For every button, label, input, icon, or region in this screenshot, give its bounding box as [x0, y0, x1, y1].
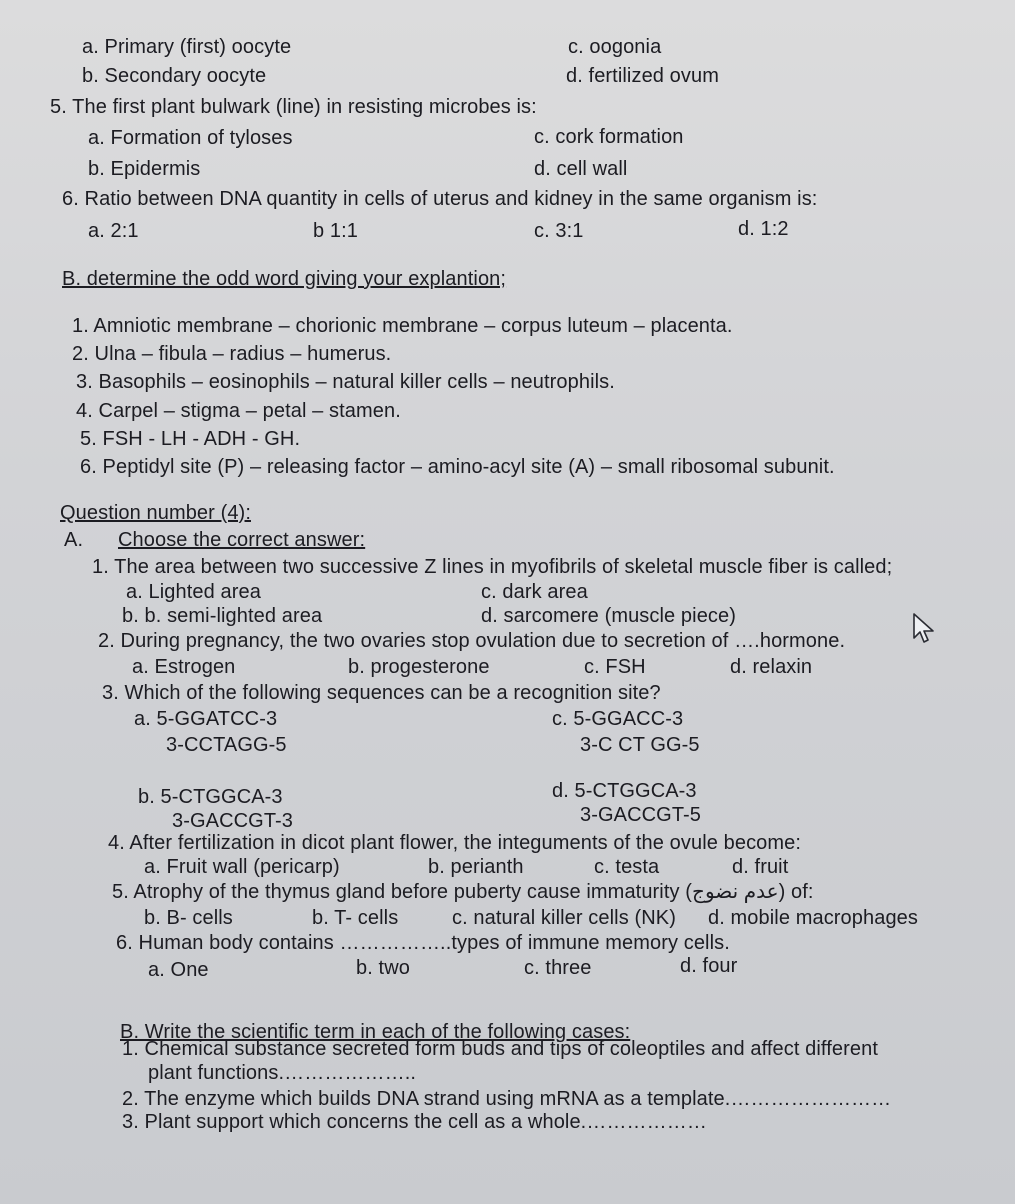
odd-word-item-4: 4. Carpel – stigma – petal – stamen. [76, 400, 401, 422]
q4-2-option-d: d. relaxin [730, 656, 813, 678]
q4-3-option-a-line2: 3-CCTAGG-5 [166, 734, 287, 756]
q4-3-option-b-line1: b. 5-CTGGCA-3 [138, 786, 283, 808]
prev-q5-stem: 5. The first plant bulwark (line) in resisting microbes is: [50, 96, 537, 118]
term-item-3: 3. Plant support which concerns the cell as a whole.……………… [122, 1111, 707, 1133]
mouse-pointer-icon [912, 612, 938, 644]
odd-word-item-2: 2. Ulna – fibula – radius – humerus. [72, 343, 392, 365]
q4-3-option-a-line1: a. 5-GGATCC-3 [134, 708, 278, 730]
question-4-sub-a-letter: A. [64, 529, 84, 551]
q4-2-option-b: b. progesterone [348, 656, 490, 678]
prev-q6-stem: 6. Ratio between DNA quantity in cells of uterus and kidney in the same organism is: [62, 188, 818, 210]
odd-word-item-6: 6. Peptidyl site (P) – releasing factor – amino-acyl site (A) – small ribosomal subunit. [80, 456, 835, 478]
prev-q4-option-d: d. fertilized ovum [566, 65, 719, 87]
question-4-heading [60, 502, 251, 524]
q4-1-option-a: a. Lighted area [126, 581, 261, 603]
q4-5-option-b: b. T- cells [312, 907, 399, 929]
prev-q4-option-b: b. Secondary oocyte [82, 65, 267, 87]
q4-3-option-d-line2: 3-GACCGT-5 [580, 804, 702, 826]
question-4-heading-text: Question number (4): [60, 502, 251, 524]
prev-q6-option-c: c. 3:1 [534, 220, 584, 242]
q4-6-stem: 6. Human body contains ……………..types of immune memory cells. [116, 932, 730, 954]
q4-4-option-a: a. Fruit wall (pericarp) [144, 856, 340, 878]
q4-3-stem: 3. Which of the following sequences can be a recognition site? [102, 682, 661, 704]
q4-5-option-d: d. mobile macrophages [708, 907, 918, 929]
section-b2-heading-text: B. Write the scientific term in each of the following cases: [120, 1021, 631, 1043]
question-4-sub-a-title [118, 529, 365, 551]
q4-5-option-c: c. natural killer cells (NK) [452, 907, 676, 929]
term-item-1-line2: plant functions.……………….. [148, 1062, 417, 1084]
question-4-sub-a-title-text: Choose the correct answer: [118, 529, 366, 551]
odd-word-item-5: 5. FSH - LH - ADH - GH. [80, 428, 301, 450]
q4-4-stem: 4. After fertilization in dicot plant flower, the integuments of the ovule become: [108, 832, 802, 854]
odd-word-item-3: 3. Basophils – eosinophils – natural killer cells – neutrophils. [76, 371, 615, 393]
section-b1-heading [62, 268, 506, 290]
q4-6-option-b: b. two [356, 957, 410, 979]
prev-q4-option-a: a. Primary (first) oocyte [82, 36, 292, 58]
q4-6-option-d: d. four [680, 955, 738, 977]
q4-2-option-a: a. Estrogen [132, 656, 236, 678]
prev-q6-option-d: d. 1:2 [738, 218, 789, 240]
q4-1-option-b: b. b. semi-lighted area [122, 605, 323, 627]
q4-4-option-b: b. perianth [428, 856, 524, 878]
q4-4-option-d: d. fruit [732, 856, 789, 878]
q4-1-option-d: d. sarcomere (muscle piece) [481, 605, 737, 627]
section-b1-heading-text: B. determine the odd word giving your explantion; [62, 268, 507, 290]
prev-q5-option-b: b. Epidermis [88, 158, 201, 180]
q4-2-stem: 2. During pregnancy, the two ovaries stop ovulation due to secretion of ….hormone. [98, 630, 846, 652]
prev-q5-option-c: c. cork formation [534, 126, 684, 148]
q4-6-option-c: c. three [524, 957, 592, 979]
term-item-2: 2. The enzyme which builds DNA strand using mRNA as a template.…………………… [122, 1088, 892, 1110]
term-item-1-line1: 1. Chemical substance secreted form buds and tips of coleoptiles and affect different [122, 1038, 878, 1060]
q4-1-stem: 1. The area between two successive Z lines in myofibrils of skeletal muscle fiber is called; [92, 556, 893, 578]
prev-q6-option-b: b 1:1 [313, 220, 358, 242]
prev-q5-option-d: d. cell wall [534, 158, 628, 180]
prev-q6-option-a: a. 2:1 [88, 220, 139, 242]
odd-word-item-1: 1. Amniotic membrane – chorionic membrane – corpus luteum – placenta. [72, 315, 733, 337]
q4-3-option-c-line2: 3-C CT GG-5 [580, 734, 700, 756]
q4-3-option-d-line1: d. 5-CTGGCA-3 [552, 780, 697, 802]
prev-q5-option-a: a. Formation of tyloses [88, 127, 293, 149]
q4-6-option-a: a. One [148, 959, 209, 981]
q4-1-option-c: c. dark area [481, 581, 588, 603]
q4-3-option-c-line1: c. 5-GGACC-3 [552, 708, 684, 730]
q4-5-option-a: b. B- cells [144, 907, 233, 929]
q4-3-option-b-line2: 3-GACCGT-3 [172, 810, 294, 832]
q4-4-option-c: c. testa [594, 856, 660, 878]
q4-2-option-c: c. FSH [584, 656, 646, 678]
prev-q4-option-c: c. oogonia [568, 36, 662, 58]
q4-5-stem: 5. Atrophy of the thymus gland before puberty cause immaturity (عدم نضوج) of: [112, 881, 814, 903]
